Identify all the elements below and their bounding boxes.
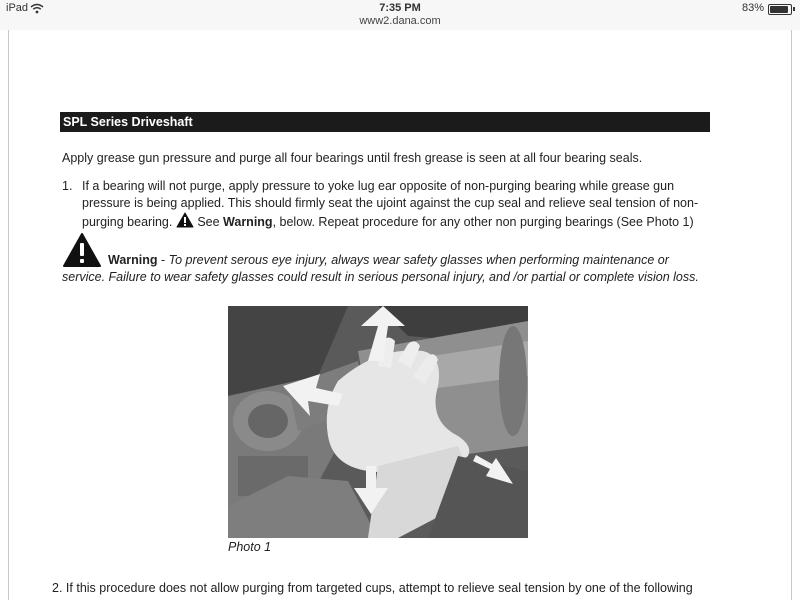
device-label: iPad (6, 2, 29, 14)
step-1-number: 1. (62, 179, 73, 193)
step-1-warning-ref: Warning (223, 215, 273, 229)
battery-percent: 83% (741, 2, 764, 14)
warning-icon (176, 212, 194, 233)
warning-separator: - (157, 253, 169, 267)
battery-cap (793, 7, 795, 11)
section-title: SPL Series Driveshaft (60, 112, 710, 132)
step-2 (52, 581, 752, 595)
step-1-text-before: If a bearing will not purge, apply pressure to yoke lug ear opposite of non-purging bearing while grease gun pressure is being applied. This should firmly seat the ujoint against the cup seal and relieve seal tension of non-purging bearing. (82, 179, 699, 229)
driveshaft-photo-illustration (228, 306, 528, 538)
step-2-text: If this procedure does not allow purging from targeted cups, attempt to relieve seal tension by one of the following (65, 581, 693, 595)
warning-line-1 (108, 252, 712, 269)
url-label[interactable]: www2.dana.com (359, 15, 441, 27)
photo-caption: Photo 1 (228, 540, 272, 554)
warning-text-1: To prevent serous eye injury, always wear safety glasses when performing maintenance or (168, 253, 669, 267)
warning-line-2: service. Failure to wear safety glasses could result in serious personal injury, and /or partial or complete vision loss. (62, 270, 699, 284)
status-bar (0, 0, 800, 30)
step-2-number: 2. (52, 581, 63, 595)
warning-title: Warning (108, 253, 158, 267)
intro-paragraph: Apply grease gun pressure and purge all four bearings until fresh grease is seen at all four bearing seals. (62, 151, 643, 165)
clock: 7:35 PM (379, 2, 421, 14)
step-1-text-after: , below. Repeat procedure for any other non purging bearings (See Photo 1) (272, 215, 694, 229)
battery-fill (770, 6, 788, 13)
step-1-see: See (193, 215, 224, 229)
photo-1 (228, 306, 528, 538)
battery-icon (768, 4, 792, 15)
warning-icon-large (62, 232, 102, 273)
step-1-text (82, 178, 712, 233)
